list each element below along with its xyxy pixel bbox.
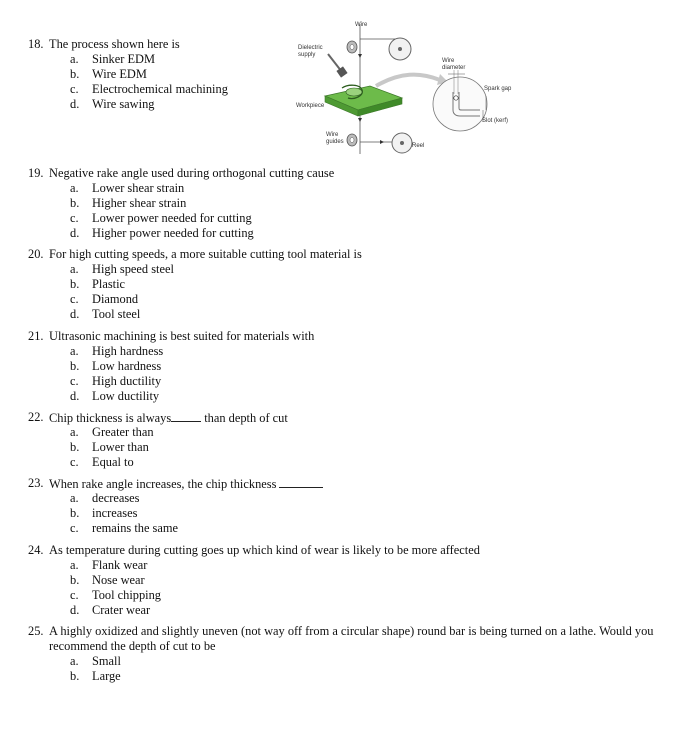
option-a[interactable]: a. Lower shear strain [70,181,185,195]
question-number: 19. [28,166,44,180]
question-number: 23. [28,476,44,490]
option-a[interactable]: a. High speed steel [70,262,174,276]
label-wire-guides-2: guides [326,139,344,145]
option-b[interactable]: b. Low hardness [70,359,162,373]
option-b[interactable]: b. Lower than [70,440,149,454]
option-c[interactable]: c. Tool chipping [70,588,161,602]
option-a[interactable]: a. Flank wear [70,558,148,572]
option-a[interactable]: a. Sinker EDM [70,52,155,66]
option-d[interactable]: d. Higher power needed for cutting [70,226,254,240]
option-c[interactable]: c. Equal to [70,455,134,469]
option-d[interactable]: d. Crater wear [70,603,151,617]
option-c[interactable]: c. Electrochemical machining [70,82,228,96]
label-dielectric: Dielectric [298,45,323,51]
take-up-reel-icon [392,133,412,153]
label-reel: Reel [412,143,425,149]
question-number: 22. [28,410,44,424]
question-21 [28,329,673,404]
question-23 [28,476,673,536]
question-number: 20. [28,247,44,261]
question-text: Ultrasonic machining is best suited for materials with [49,329,315,343]
label-wire: Wire [355,22,368,28]
question-19 [28,166,673,241]
option-b[interactable]: b. Large [70,669,121,683]
question-text: For high cutting speeds, a more suitable cutting tool material is [49,247,362,261]
option-a[interactable]: a. Greater than [70,425,154,439]
label-workpiece: Workpiece [296,103,325,109]
option-b[interactable]: b. Plastic [70,277,126,291]
question-20 [28,247,673,322]
question-number: 21. [28,329,44,343]
question-number: 25. [28,624,44,638]
option-a[interactable]: a. Small [70,654,121,668]
option-d[interactable]: d. Low ductility [70,389,160,403]
option-b[interactable]: b. Wire EDM [70,67,147,81]
option-c[interactable]: c. Diamond [70,292,139,306]
option-c[interactable]: c. remains the same [70,521,179,535]
option-a[interactable]: a. High hardness [70,344,164,358]
option-c[interactable]: c. Lower power needed for cutting [70,211,252,225]
option-b[interactable]: b. Nose wear [70,573,145,587]
question-number: 18. [28,37,44,51]
question-number: 24. [28,543,44,557]
question-text: As temperature during cutting goes up which kind of wear is likely to be more affected [49,543,480,557]
option-a[interactable]: a. decreases [70,491,140,505]
label-supply: supply [298,52,316,58]
option-c[interactable]: c. High ductility [70,374,162,388]
question-text: When rake angle increases, the chip thickness [49,476,323,492]
label-spark-gap: Spark gap [484,86,512,92]
option-d[interactable]: d. Wire sawing [70,97,155,111]
option-b[interactable]: b. increases [70,506,138,520]
label-wire-diameter-2: diameter [442,65,466,71]
question-18 [28,37,673,112]
question-text: Negative rake angle used during orthogonal cutting cause [49,166,335,180]
label-wire-guides-1: Wire [326,132,339,138]
answer-blank[interactable] [171,410,201,422]
label-slot-kerf: Slot (kerf) [482,118,509,124]
option-b[interactable]: b. Higher shear strain [70,196,187,210]
question-text: The process shown here is [49,37,180,51]
bottom-guide-roller-icon [347,134,357,146]
label-wire-diameter-1: Wire [442,58,455,64]
question-text: Chip thickness is always than depth of cut [49,411,288,425]
question-24 [28,543,673,618]
question-25 [28,624,673,684]
question-text: A highly oxidized and slightly uneven (not way off from a circular shape) round bar is being turned on a lathe. Would you recommend the depth of cut to be [49,624,654,653]
option-d[interactable]: d. Tool steel [70,307,141,321]
question-22 [28,410,673,470]
answer-blank[interactable] [279,476,323,488]
